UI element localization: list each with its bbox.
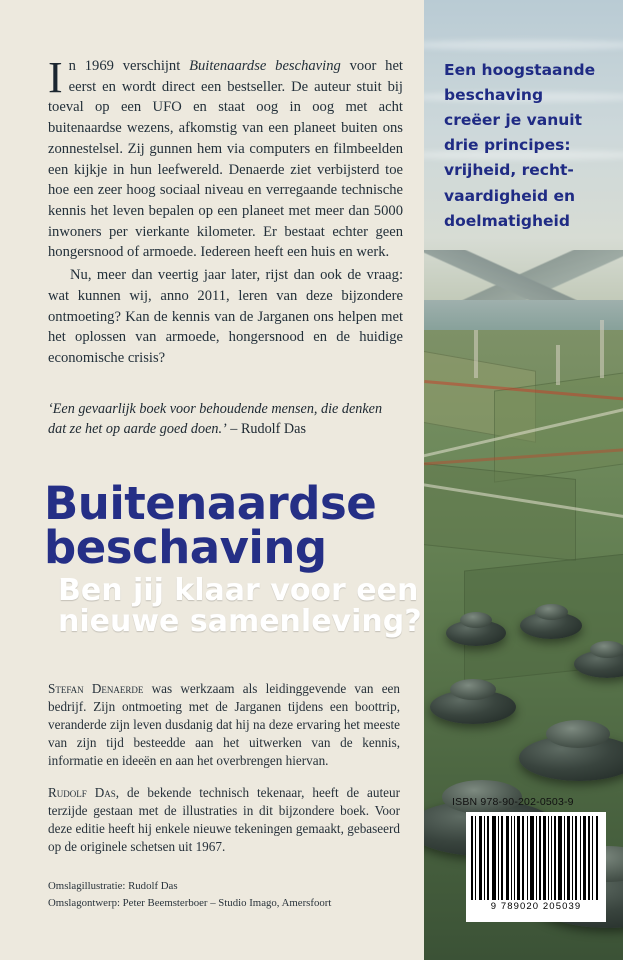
title-line-1: Buitenaardse	[44, 477, 377, 530]
author-name: Stefan Denaerde	[48, 681, 144, 696]
title-line-2: beschaving	[44, 521, 327, 575]
tagline-line-5: vrijheid, recht-	[444, 161, 574, 180]
author-bio	[48, 680, 400, 870]
sky-streak-1	[424, 40, 623, 50]
illustration-tower	[556, 345, 560, 385]
ufo-dome	[460, 612, 492, 628]
blurb-paragraph-2: Nu, meer dan veertig jaar later, rijst dan ook de vraag: wat kunnen wij, anno 2011, leren van deze bijzondere ontmoeting? Kan de kennis van de Jarganen ons helpen met het oplossen van armoede, hongersnood en de huidige economische crisis?	[48, 267, 403, 367]
blurb-paragraph-1	[48, 53, 403, 263]
review-quote-text: ‘Een gevaarlijk boek voor behoudende mensen, die denken dat ze het op aarde goed doen.’	[48, 401, 383, 437]
credit-illustration: Omslagillustratie: Rudolf Das	[48, 880, 178, 892]
blurb-text-before-title: n 1969 verschijnt	[68, 58, 190, 74]
blurb-text-after-title: voor het eerst en wordt direct een bestseller. De auteur stuit bij toeval op een UFO en staat oog in oog met acht buitenaardse wezens, afkomstig van een planeet buiten ons zonnestelsel. Zij gunnen hem via computers en filmbeelden een kijkje in hun leefwereld. Denaerde ziet verbijsterd toe hoe een zeer hoog sociaal niveau en verregaande technische kennis het leven bepalen op een planeet met meer dan 5000 inwoners per vierkante kilometer. Er bestaat echter geen hongersnood of armoede. Iedereen heeft een huis en werk.	[48, 58, 403, 261]
author-bio-text: was werkzaam als leidinggevende van een bedrijf. Zijn ontmoeting met de Jarganen tijdens een boottrip, veranderde zijn leven dusdanig dat hij na deze ervaring het meeste van zijn tijd besteedde aan het uitwerken van de kennis, informatie en ideeën en aan het overbrengen hiervan.	[48, 681, 401, 768]
isbn-barcode	[466, 812, 606, 922]
barcode-number: 9 789020 205039	[490, 901, 582, 912]
illustration-tower	[474, 330, 478, 378]
isbn-label: ISBN 978-90-202-0503-9	[452, 796, 574, 808]
credit-design: Omslagontwerp: Peter Beemsterboer – Studio Imago, Amersfoort	[48, 896, 332, 909]
blurb-book-title: Buitenaardse beschaving	[189, 58, 341, 74]
ufo-dome	[590, 641, 623, 658]
review-quote-attribution: – Rudolf Das	[226, 420, 306, 437]
tagline-line-7: doelmatigheid	[444, 211, 570, 230]
illustration-tower	[600, 320, 604, 378]
subtitle-line-1: Ben jij klaar voor een	[58, 573, 419, 609]
ufo-dome	[450, 679, 496, 700]
cover-tagline	[444, 58, 616, 234]
blurb	[48, 53, 403, 369]
title-block	[44, 477, 434, 640]
bio-paragraph-illustrator	[48, 784, 400, 856]
tagline-line-2: beschaving	[444, 86, 544, 105]
tagline-line-4: drie principes:	[444, 136, 571, 155]
drop-cap: I	[48, 53, 63, 102]
ufo-dome	[535, 604, 568, 620]
tagline-line-6: vaardigheid en	[444, 186, 576, 205]
ufo-dome	[546, 720, 610, 748]
subtitle-line-2: nieuwe samenleving?	[58, 604, 422, 640]
review-quote	[48, 400, 398, 440]
tagline-line-3: creëer je vanuit	[444, 111, 582, 130]
illustration-field	[424, 461, 576, 561]
cover-credits	[48, 878, 408, 911]
illustrator-bio-text: , de bekende technisch tekenaar, heeft de auteur terzijde gestaan met de illustraties in dit bijzondere boek. Voor deze editie heeft hij enkele nieuwe tekeningen gemaakt, gebaseerd op de originele schetsen uit 1967.	[48, 784, 400, 854]
illustrator-name: Rudolf Das	[48, 784, 116, 800]
tagline-line-1: Een hoogstaande	[444, 61, 596, 79]
barcode-bars	[471, 816, 601, 900]
bio-paragraph-author	[48, 680, 400, 770]
